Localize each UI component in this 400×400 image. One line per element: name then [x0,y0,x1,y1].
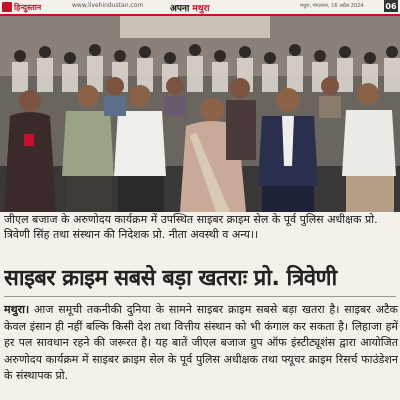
page-number: 06 [385,1,397,11]
section-prefix: अपना [170,3,190,14]
edition-date: मथुरा, मंगलवार, 16 अप्रैल 2024 [300,3,364,9]
article-body [4,302,398,385]
brand-logo [2,0,41,14]
stage-banner [120,16,270,38]
group-photo-illustration [0,16,400,212]
newspaper-header [0,0,400,14]
article-headline: साइबर क्राइम सबसे बड़ा खतराः प्रो. त्रिवेणी [4,266,337,291]
site-url: www.livehindustan.com [72,2,144,9]
person-8 [104,77,126,116]
person-10 [319,77,341,118]
person-9 [164,77,186,116]
article-dateline: मथुरा। [4,303,30,316]
article-body-text: आज समूची तकनीकी दुनिया के सामने साइबर क्राइम सबसे बड़ा खतरा है। साइबर अटैक केवल इंसान ही नहीं बल्कि किसी देश तथा वित्तीय संस्थान को भी कंगाल कर सकता है। लिहाजा हमें हर पल सावधान रहने की जरूरत है। यह बातें जीएल बजाज ग्रुप ऑफ इंस्टीट्यूशंस द्वारा आयोजित अरुणोदय कार्यक्रम में साइबर क्राइम सेल के पूर्व पुलिस अधीक्षक तथा फ्यूचर क्राइम रिसर्च फाउंडेशन के संस्थापक प्रो. [4,303,398,382]
group-photo [0,16,400,212]
headline-rule [4,296,396,297]
brand-name: हिन्दुस्तान [14,2,42,12]
photo-caption: जीएल बजाज के अरुणोदय कार्यक्रम में उपस्थित साइबर क्राइम सेल के पूर्व पुलिस अधीक्षक प्रो. त्रिवेणी सिंह तथा संस्थान की निदेशक प्रो. नीता अवस्थी व अन्य।। [4,213,378,241]
section-city: मथुरा [192,3,210,14]
brand-mark-icon [2,2,12,12]
section-title [170,0,209,14]
